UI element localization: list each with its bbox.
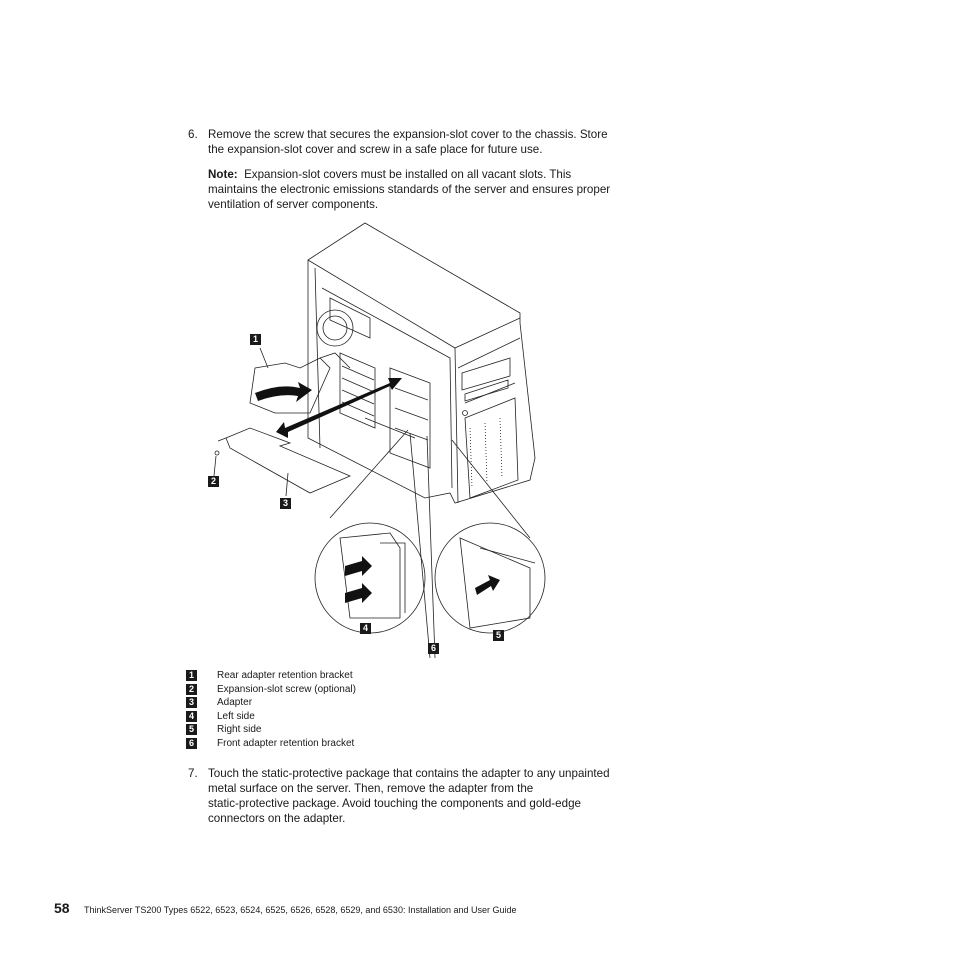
legend-label: Expansion-slot screw (optional) bbox=[217, 683, 356, 695]
page-number: 58 bbox=[54, 900, 70, 916]
callout-6: 6 bbox=[428, 643, 439, 654]
legend-label: Rear adapter retention bracket bbox=[217, 670, 353, 681]
step-6-number: 6. bbox=[188, 128, 198, 141]
server-adapter-illustration bbox=[190, 218, 580, 658]
note-label: Note: bbox=[208, 168, 238, 181]
legend-label: Front adapter retention bracket bbox=[217, 737, 355, 749]
note-text: Expansion-slot covers must be installed on all vacant slots. This bbox=[244, 168, 572, 181]
step-7-line: connectors on the adapter. bbox=[208, 812, 346, 825]
note-line bbox=[208, 167, 638, 182]
step-7-text bbox=[208, 766, 638, 826]
step-6-line: the expansion-slot cover and screw in a safe place for future use. bbox=[208, 143, 543, 156]
step-6-note bbox=[208, 167, 638, 212]
legend-callout-5: 5 bbox=[186, 724, 197, 735]
note-line: ventilation of server components. bbox=[208, 198, 379, 211]
page-footer bbox=[54, 900, 517, 918]
server-chassis-drawing bbox=[190, 218, 580, 658]
legend-callout-4: 4 bbox=[186, 711, 197, 722]
footer-title: ThinkServer TS200 Types 6522, 6523, 6524, 6525, 6526, 6528, 6529, and 6530: Installation and User Guide bbox=[84, 905, 517, 915]
step-6-text bbox=[208, 127, 638, 157]
callout-4: 4 bbox=[360, 623, 371, 634]
step-7-line: metal surface on the server. Then, remove the adapter from the bbox=[208, 782, 534, 795]
callout-3: 3 bbox=[280, 498, 291, 509]
legend-label: Right side bbox=[217, 724, 262, 736]
callout-1: 1 bbox=[250, 334, 261, 345]
legend-callout-3: 3 bbox=[186, 697, 197, 708]
legend-label: Adapter bbox=[217, 697, 253, 709]
step-7-number: 7. bbox=[188, 767, 198, 780]
step-7-line: static-protective package. Avoid touching the components and gold-edge bbox=[208, 797, 581, 810]
callout-2: 2 bbox=[208, 476, 219, 487]
legend-callout-2: 2 bbox=[186, 684, 197, 695]
note-line: maintains the electronic emissions standards of the server and ensures proper bbox=[208, 183, 611, 196]
legend-label: Left side bbox=[217, 710, 255, 722]
step-6-line: Remove the screw that secures the expansion-slot cover to the chassis. Store bbox=[208, 128, 608, 141]
callout-5: 5 bbox=[493, 630, 504, 641]
legend-callout-6: 6 bbox=[186, 738, 197, 749]
legend-callout-1: 1 bbox=[186, 670, 197, 681]
step-7-line: Touch the static-protective package that contains the adapter to any unpainted bbox=[208, 767, 610, 780]
